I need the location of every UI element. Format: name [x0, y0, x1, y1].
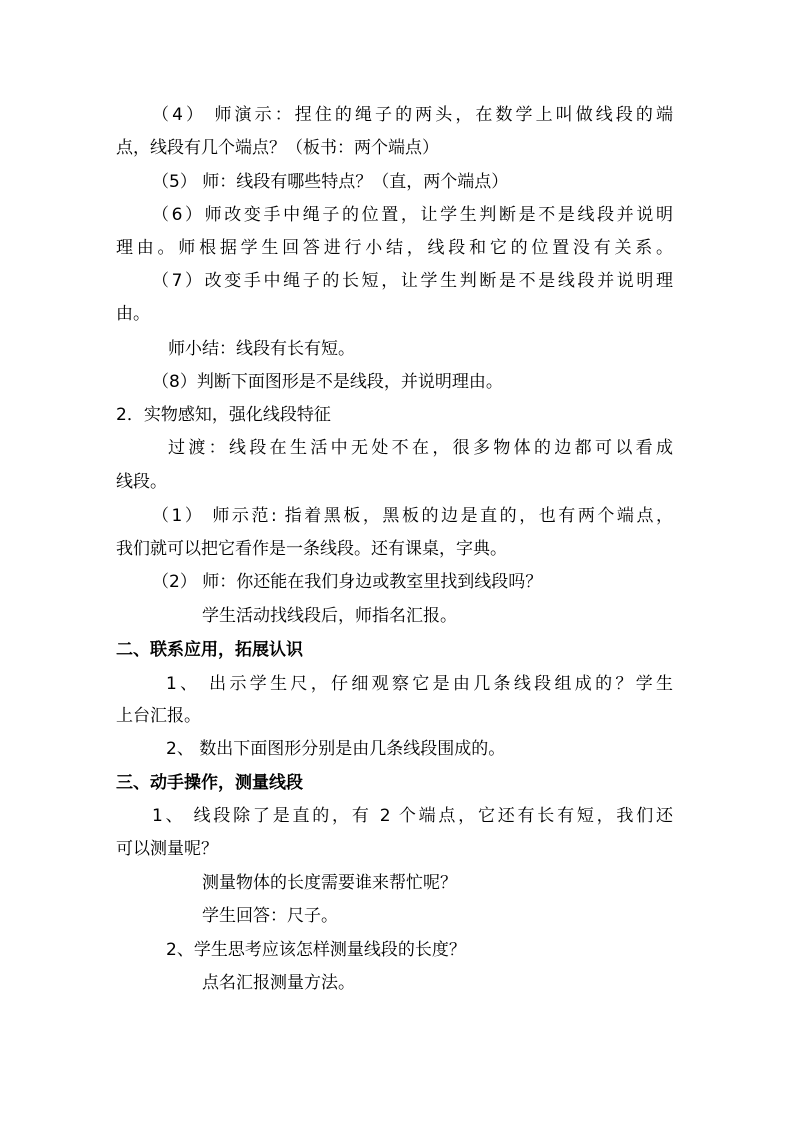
text-line: 师小结：线段有长有短。: [168, 339, 355, 359]
text-line: 可以测量呢？: [116, 839, 218, 859]
section-heading: 二、联系应用，拓展认识: [116, 640, 303, 660]
section-heading: 2．实物感知，强化线段特征: [116, 405, 331, 425]
section-heading: 三、动手操作，测量线段: [116, 773, 303, 793]
text-line: （1） 师示范: 指着黑板，黑板的边是直的，也有两个端点，: [152, 506, 673, 526]
text-line: 2、 数出下面图形分别是由几条线段围成的。: [166, 739, 506, 759]
text-line: 2、学生思考应该怎样测量线段的长度？: [166, 940, 466, 960]
text-line: 理由。师根据学生回答进行小结，线段和它的位置没有关系。: [116, 238, 673, 258]
text-line: （8）判断下面图形是不是线段，并说明理由。: [152, 372, 503, 392]
text-line: 学生回答：尺子。: [202, 906, 338, 926]
text-line: （6）师改变手中绳子的位置，让学生判断是不是线段并说明: [152, 205, 673, 225]
text-line: 过渡：线段在生活中无处不在，很多物体的边都可以看成: [168, 438, 673, 458]
text-line: 我们就可以把它看作是一条线段。还有课桌，字典。: [116, 539, 507, 559]
text-line: 1、 出示学生尺，仔细观察它是由几条线段组成的？学生: [166, 674, 673, 694]
text-line: （5） 师：线段有哪些特点？（直，两个端点）: [152, 172, 509, 192]
text-line: 学生活动找线段后，师指名汇报。: [202, 606, 457, 626]
text-line: （2） 师：你还能在我们身边或教室里找到线段吗？: [152, 572, 543, 592]
text-line: 点，线段有几个端点？（板书：两个端点）: [116, 138, 439, 158]
text-line: 1、 线段除了是直的，有 2 个端点，它还有长有短，我们还: [152, 806, 673, 826]
text-line: （4） 师演示：捏住的绳子的两头，在数学上叫做线段的端: [152, 105, 673, 125]
text-line: 上台汇报。: [116, 706, 201, 726]
text-line: （7）改变手中绳子的长短，让学生判断是不是线段并说明理: [152, 271, 673, 291]
text-line: 测量物体的长度需要谁来帮忙呢？: [202, 873, 457, 893]
text-line: 点名汇报测量方法。: [202, 973, 355, 993]
text-line: 由。: [116, 304, 150, 324]
text-line: 线段。: [116, 472, 167, 492]
